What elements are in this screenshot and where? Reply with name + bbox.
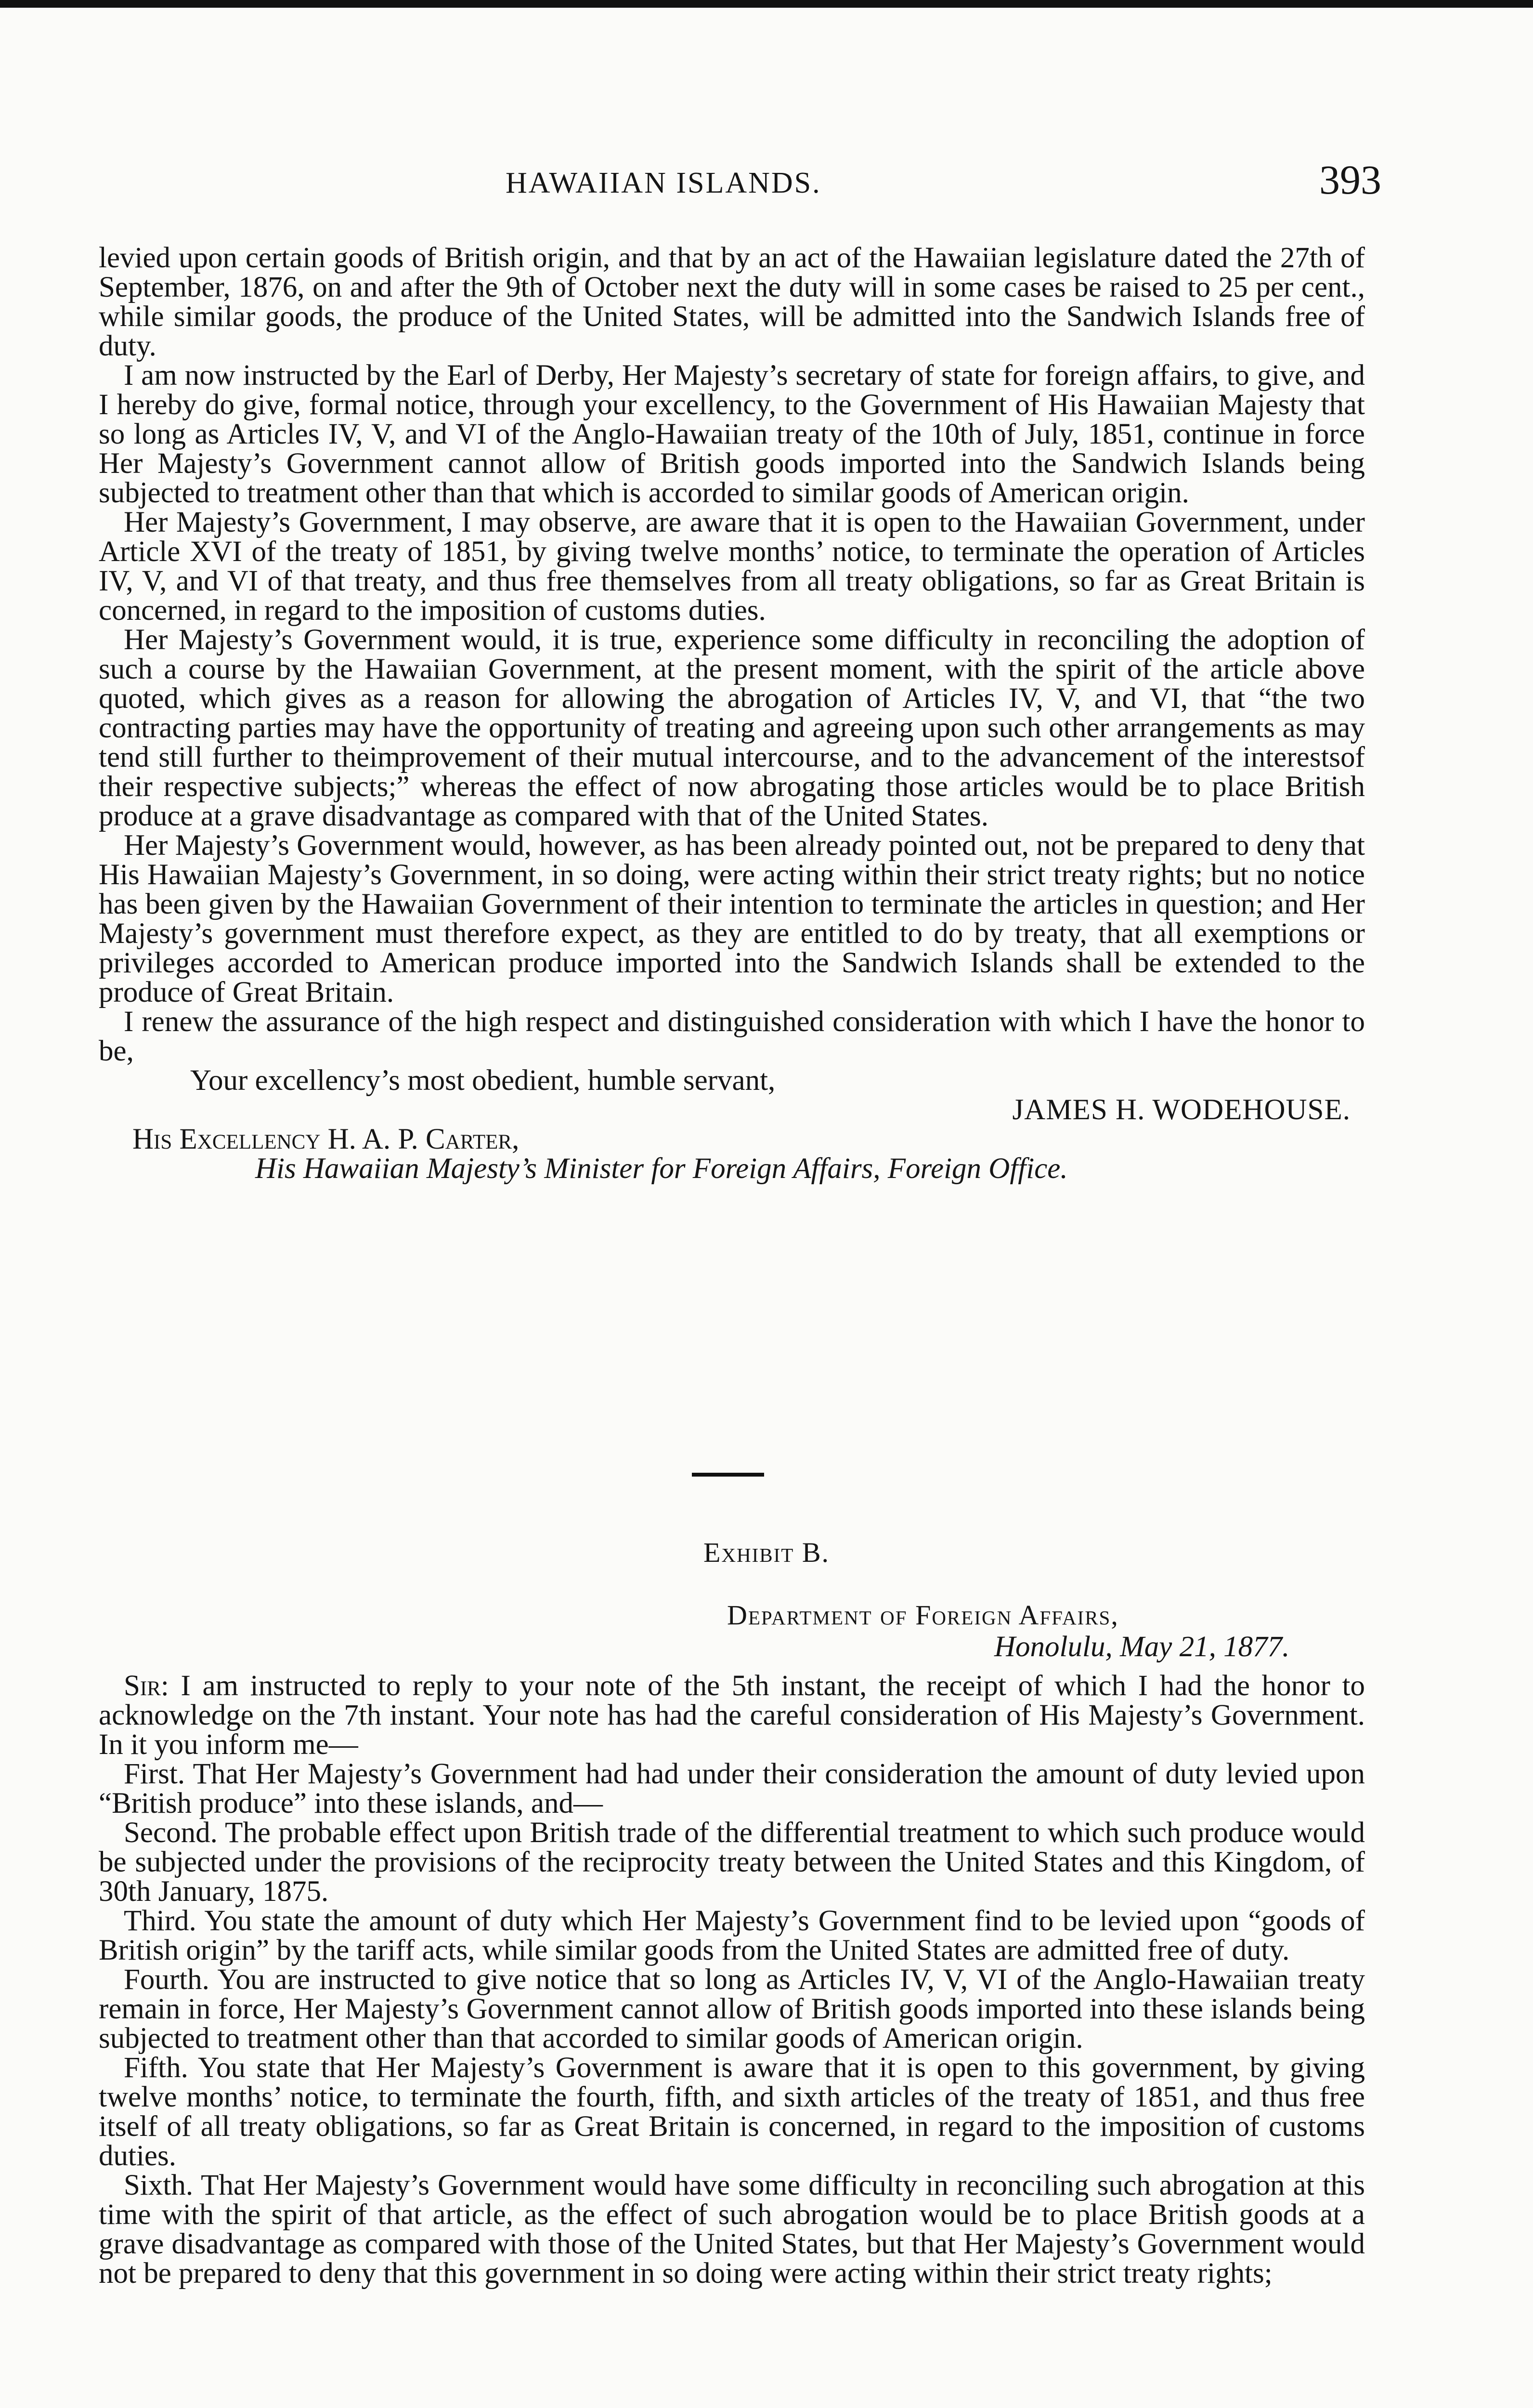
- exhibit-paragraph: Third. You state the amount of duty which Her Majesty’s Government find to be levied upon “goods of British origin” by the tariff acts, while similar goods from the United States are admitted free of duty.: [99, 1905, 1365, 1966]
- exhibit-paragraph: Second. The probable effect upon British trade of the differential treatment to which such produce would be subjected under the provisions of the reciprocity treaty between the United States and this Kingdom, of 30th January, 1875.: [99, 1817, 1365, 1908]
- addressee: His Excellency H. A. P. Carter,: [132, 1123, 520, 1155]
- exhibit-paragraph: [99, 1671, 1365, 1759]
- exhibit-paragraph: Sixth. That Her Majesty’s Government would have some difficulty in reconciling such abrogation at this time with the spirit of that article, as the effect of such abrogation would be to place British goods at a grave disadvantage as compared with those of the United States, but that Her Majesty’s Government would not be prepared to deny that this government in so doing were acting within their strict treaty rights;: [99, 2169, 1365, 2290]
- page-number: 393: [1319, 157, 1381, 203]
- addressee-title: His Hawaiian Majesty’s Minister for Foreign Affairs, Foreign Office.: [255, 1152, 1068, 1185]
- top-edge-rule: [0, 0, 1533, 8]
- letter-paragraph: Her Majesty’s Government would, however, as has been already pointed out, not be prepared to deny that His Hawaiian Majesty’s Government, in so doing, were acting within their strict treaty rights; but no notice has been given by the Hawaiian Government of their intention to terminate the articles in question; and Her Majesty’s government must therefore expect, as they are entitled to do by treaty, that all exemptions or privileges accorded to American produce imported into the Sandwich Islands shall be extended to the produce of Great Britain.: [99, 829, 1365, 1008]
- letter-paragraph: Her Majesty’s Government, I may observe, are aware that it is open to the Hawaiian Government, under Article XVI of the treaty of 1851, by giving twelve months’ notice, to terminate the operation of Articles IV, V, and VI of that treaty, and thus free themselves from all treaty obligations, so far as Great Britain is concerned, in regard to the imposition of customs duties.: [99, 506, 1365, 627]
- exhibit-title: Exhibit B.: [703, 1537, 830, 1568]
- salutation: Sir:: [124, 1670, 169, 1702]
- letter-paragraph: I renew the assurance of the high respect and distinguished consideration with which I have the honor to be,: [99, 1006, 1365, 1067]
- letter-paragraph: levied upon certain goods of British origin, and that by an act of the Hawaiian legislature dated the 27th of September, 1876, on and after the 9th of October next the duty will in some cases be raised to 25 per cent., while similar goods, the produce of the United States, will be admitted into the Sandwich Islands free of duty.: [99, 242, 1365, 362]
- exhibit-paragraph: Fifth. You state that Her Majesty’s Government is aware that it is open to this government, by giving twelve months’ notice, to terminate the fourth, fifth, and sixth articles of the treaty of 1851, and thus free itself of all treaty obligations, so far as Great Britain is concerned, in regard to the imposition of customs duties.: [99, 2052, 1365, 2172]
- department-heading: Department of Foreign Affairs,: [727, 1599, 1119, 1631]
- exhibit-paragraph-text: I am instructed to reply to your note of the 5th instant, the receipt of which I had the honor to acknowledge on the 7th instant. Your note has had the careful consideration of His Majesty’s Government. In it you inform me—: [99, 1670, 1365, 1761]
- exhibit-body: [99, 1671, 1365, 2288]
- letter-body: [99, 243, 1365, 1183]
- running-title: HAWAIIAN ISLANDS.: [506, 167, 821, 199]
- letter-paragraph: Her Majesty’s Government would, it is true, experience some difficulty in reconciling the adoption of such a course by the Hawaiian Government, at the present moment, with the spirit of the article above quoted, which gives as a reason for allowing the abrogation of Articles IV, V, and VI, that “the two contracting parties may have the opportunity of treating and agreeing upon such other arrangements as may tend still further to theimprovement of their mutual intercourse, and to the advancement of the interestsof their respective subjects;” whereas the effect of now abrogating those articles would be to place British produce at a grave disadvantage as compared with that of the United States.: [99, 624, 1365, 832]
- section-divider: [692, 1473, 764, 1477]
- exhibit-paragraph: Fourth. You are instructed to give notice that so long as Articles IV, V, VI of the Anglo-Hawaiian treaty remain in force, Her Majesty’s Government cannot allow of British goods imported into these islands being subjected to treatment other than that accorded to similar goods of American origin.: [99, 1963, 1365, 2055]
- dateline: Honolulu, May 21, 1877.: [994, 1631, 1290, 1663]
- complimentary-close: Your excellency’s most obedient, humble servant,: [190, 1064, 776, 1097]
- page-header: [0, 157, 1533, 214]
- signature-name: JAMES H. WODEHOUSE.: [1012, 1094, 1351, 1126]
- letter-paragraph: I am now instructed by the Earl of Derby, Her Majesty’s secretary of state for foreign affairs, to give, and I hereby do give, formal notice, through your excellency, to the Government of His Hawaiian Majesty that so long as Articles IV, V, and VI of the Anglo-Hawaiian treaty of the 10th of July, 1851, continue in force Her Majesty’s Government cannot allow of British goods imported into the Sandwich Islands being subjected to treatment other than that which is accorded to similar goods of American origin.: [99, 359, 1365, 509]
- exhibit-paragraph: First. That Her Majesty’s Government had had under their consideration the amount of duty levied upon “British produce” into these islands, and—: [99, 1758, 1365, 1819]
